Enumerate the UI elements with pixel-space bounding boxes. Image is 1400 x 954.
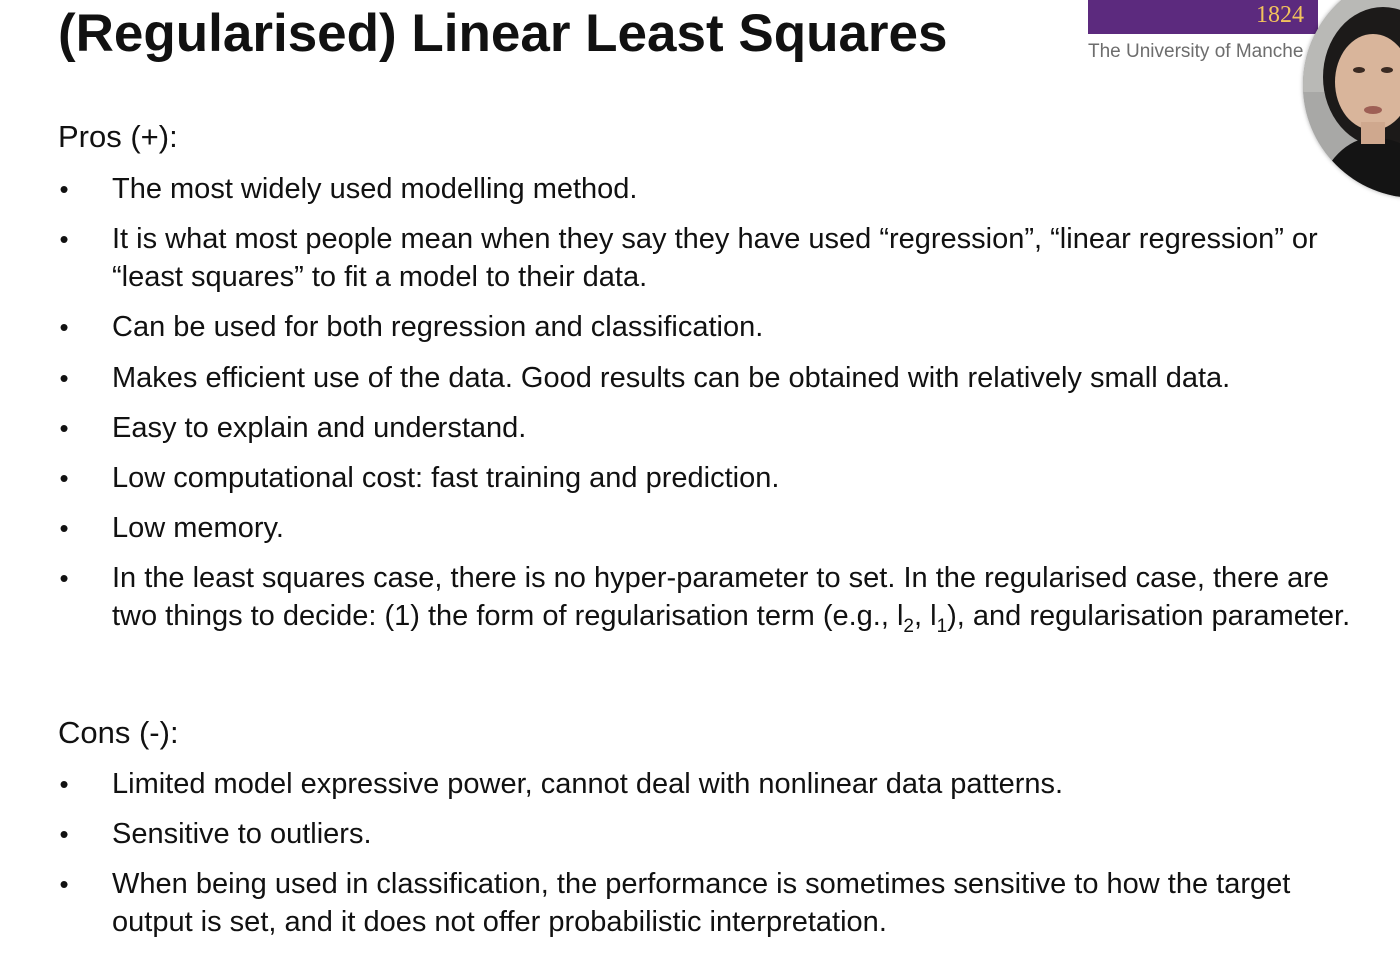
pros-item (58, 220, 1378, 296)
bullet-icon: • (59, 869, 69, 900)
cons-item (58, 765, 1378, 803)
regularisation-text-part: ), and regularisation parameter. (947, 600, 1351, 633)
logo-banner (1088, 0, 1318, 34)
logo-university-name: The University of Manche (1088, 41, 1304, 62)
pros-item (58, 308, 1378, 346)
l1-subscript: 1 (936, 616, 948, 638)
pros-item-text (112, 559, 1378, 638)
pros-heading: Pros (+): (58, 119, 178, 154)
pros-item (58, 409, 1378, 447)
pros-item (58, 359, 1378, 397)
cons-item-text: Limited model expressive power, cannot deal with nonlinear data patterns. (112, 768, 1064, 800)
pros-item (58, 459, 1378, 497)
bullet-icon: • (59, 412, 69, 443)
logo-year: 1824 (1256, 2, 1304, 28)
bullet-icon: • (59, 224, 69, 255)
bullet-icon: • (59, 563, 69, 594)
cons-item (58, 865, 1378, 941)
bullet-icon: • (59, 312, 69, 343)
pros-item (58, 509, 1378, 547)
cons-heading: Cons (-): (58, 715, 179, 750)
cons-list (58, 765, 1378, 954)
bullet-icon: • (59, 362, 69, 393)
pros-item-text: The most widely used modelling method. (112, 173, 638, 205)
bullet-icon: • (59, 174, 69, 204)
cons-item-text: When being used in classification, the performance is sometimes sensitive to how the target output is set, and it does not offer probabilistic interpretation. (112, 868, 1291, 939)
pros-item-text: It is what most people mean when they say they have used “regression”, “linear regression” or “least squares” to fit a model to their data. (112, 223, 1318, 294)
l2-subscript: 2 (903, 616, 914, 638)
regularisation-text-part: In the least squares case, there is no hyper-parameter to set. In the regularised case, there are two things to decide: (1) the form of regularisation term (e.g., l (112, 562, 1330, 633)
slide-title: (Regularised) Linear Least Squares (58, 4, 948, 63)
presenter-webcam-icon (1303, 0, 1400, 198)
pros-list (58, 170, 1378, 648)
bullet-icon: • (59, 769, 69, 799)
pros-item-text: Makes efficient use of the data. Good results can be obtained with relatively small data. (112, 361, 1231, 394)
pros-item-text: Low memory. (112, 512, 284, 545)
pros-item-text: Can be used for both regression and classification. (112, 311, 764, 344)
pros-item-text: Low computational cost: fast training and prediction. (112, 461, 780, 494)
pros-item-regularisation (58, 559, 1378, 638)
bullet-icon: • (59, 819, 69, 850)
regularisation-text-part: , l (914, 600, 937, 633)
university-logo (1088, 0, 1318, 70)
presenter-silhouette (1303, 0, 1400, 198)
cons-item (58, 815, 1378, 853)
cons-item-text: Sensitive to outliers. (112, 818, 372, 851)
bullet-icon: • (59, 462, 69, 493)
pros-item (58, 170, 1378, 208)
pros-item-text: Easy to explain and understand. (112, 411, 527, 444)
bullet-icon: • (59, 513, 69, 544)
